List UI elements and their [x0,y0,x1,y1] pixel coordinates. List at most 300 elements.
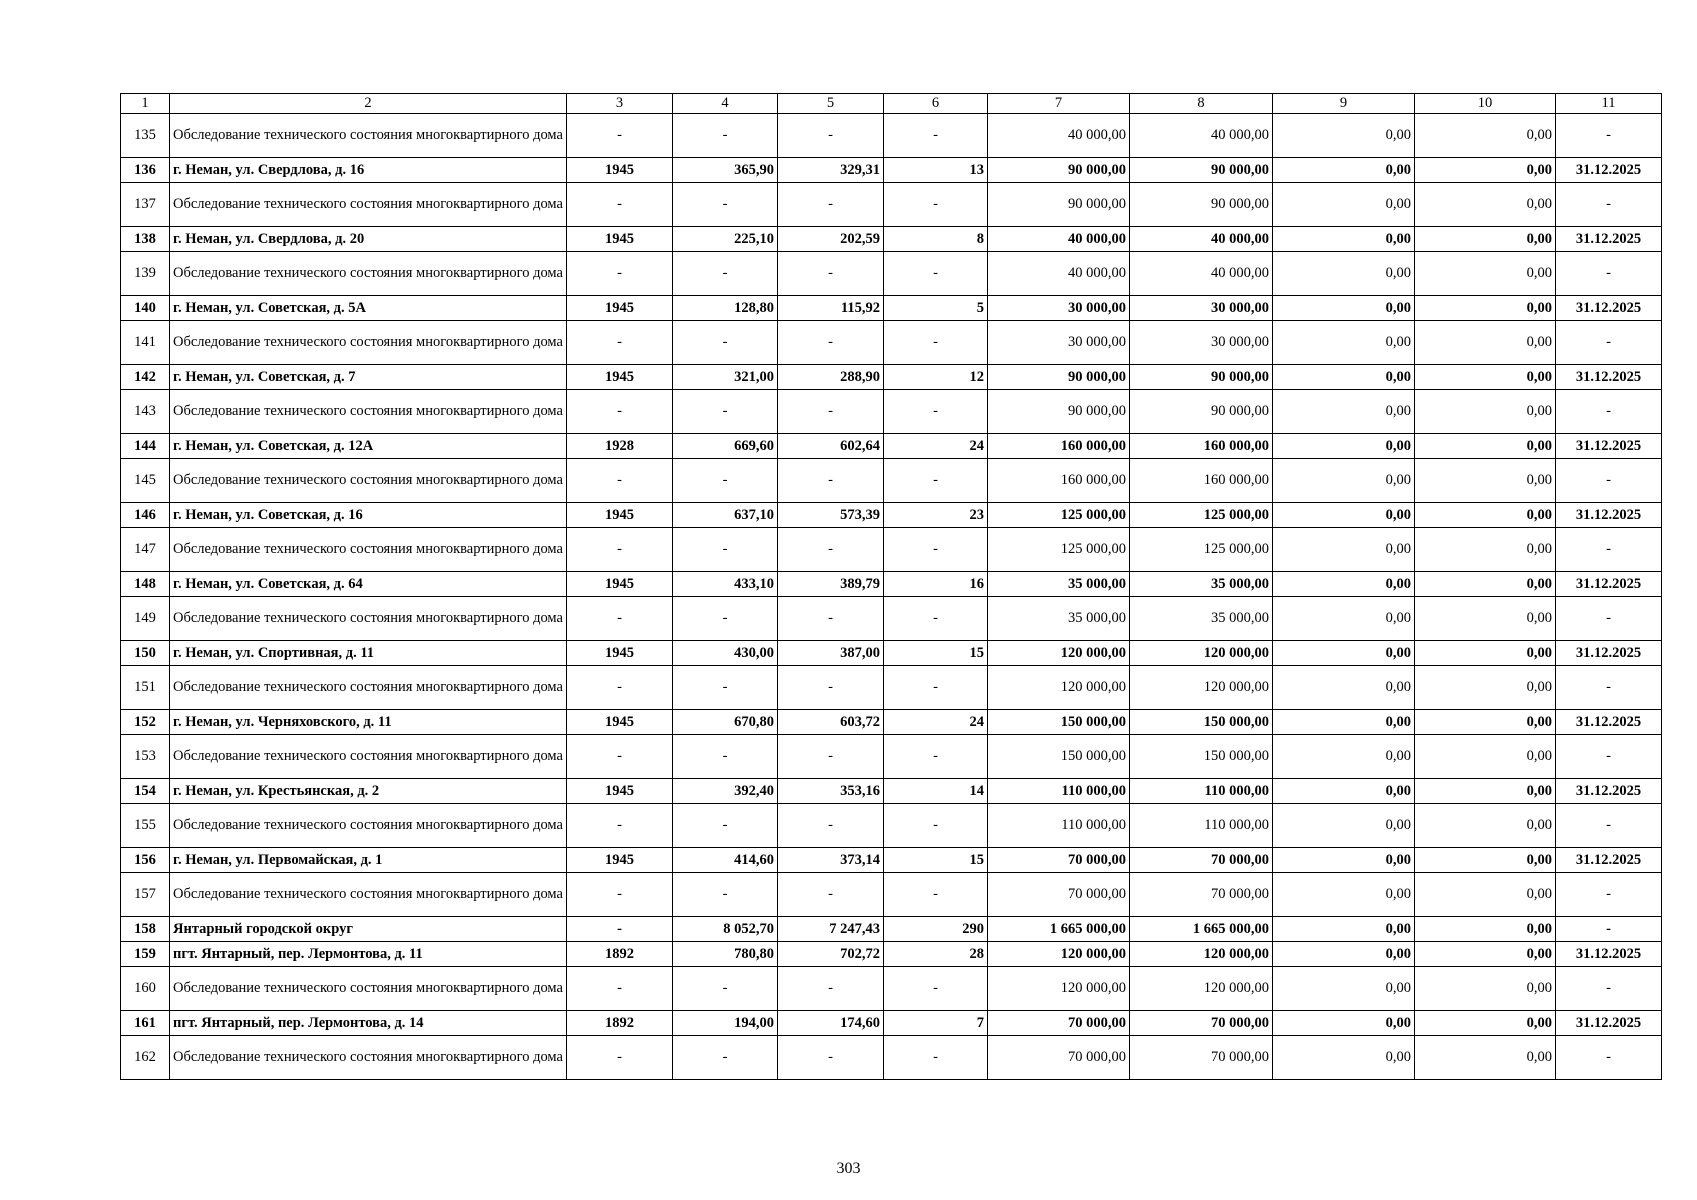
cell-area-living: 603,72 [778,710,884,735]
work-item-row [121,597,1662,641]
cell-cost-local: 0,00 [1273,296,1415,321]
cell-name: г. Неман, ул. Советская, д. 5А [170,296,567,321]
cell-cost-local: 0,00 [1273,735,1415,779]
cell-area-living: 353,16 [778,779,884,804]
cell-year: 1945 [567,365,673,390]
work-item-row [121,528,1662,572]
work-item-row [121,666,1662,710]
column-number-header: 5 [778,94,884,114]
cell-area-total: - [673,252,778,296]
cell-cost-other: 0,00 [1415,1011,1556,1036]
cell-area-total: - [673,873,778,917]
cell-row-number: 153 [121,735,170,779]
cell-cost-other: 0,00 [1415,1036,1556,1080]
address-row [121,158,1662,183]
column-number-header-row [121,94,1662,114]
cell-deadline: - [1556,873,1662,917]
cell-cost-regional: 125 000,00 [1130,528,1273,572]
cell-deadline: 31.12.2025 [1556,572,1662,597]
cell-cost-other: 0,00 [1415,158,1556,183]
cell-name: Обследование технического состояния многоквартирного дома [170,873,567,917]
cell-cost-regional: 125 000,00 [1130,503,1273,528]
cell-deadline: - [1556,528,1662,572]
cell-year: 1928 [567,434,673,459]
cell-area-total: - [673,459,778,503]
cell-row-number: 138 [121,227,170,252]
cell-row-number: 161 [121,1011,170,1036]
cell-deadline: 31.12.2025 [1556,848,1662,873]
cell-cost-other: 0,00 [1415,917,1556,942]
cell-name: Обследование технического состояния многоквартирного дома [170,1036,567,1080]
cell-row-number: 148 [121,572,170,597]
cell-residents: 14 [884,779,988,804]
cell-residents: 8 [884,227,988,252]
column-number-header: 4 [673,94,778,114]
address-row [121,503,1662,528]
cell-deadline: - [1556,804,1662,848]
cell-cost-other: 0,00 [1415,666,1556,710]
cell-area-total: 8 052,70 [673,917,778,942]
cell-area-total: - [673,597,778,641]
cell-name: Обследование технического состояния многоквартирного дома [170,459,567,503]
cell-area-total: - [673,528,778,572]
cell-deadline: - [1556,390,1662,434]
address-row [121,779,1662,804]
cell-area-living: 202,59 [778,227,884,252]
cell-cost-local: 0,00 [1273,1011,1415,1036]
cell-deadline: 31.12.2025 [1556,1011,1662,1036]
cell-cost-local: 0,00 [1273,114,1415,158]
cell-residents: - [884,1036,988,1080]
cell-row-number: 162 [121,1036,170,1080]
cell-row-number: 157 [121,873,170,917]
cell-row-number: 142 [121,365,170,390]
address-row [121,227,1662,252]
cell-cost-other: 0,00 [1415,779,1556,804]
cell-cost-local: 0,00 [1273,321,1415,365]
cell-residents: 24 [884,710,988,735]
cell-deadline: - [1556,597,1662,641]
cell-row-number: 158 [121,917,170,942]
cell-area-living: 373,14 [778,848,884,873]
cell-cost-total: 35 000,00 [988,597,1130,641]
cell-residents: - [884,114,988,158]
cell-residents: 16 [884,572,988,597]
cell-cost-other: 0,00 [1415,365,1556,390]
cell-name: г. Неман, ул. Свердлова, д. 16 [170,158,567,183]
cell-cost-regional: 40 000,00 [1130,227,1273,252]
cell-cost-total: 90 000,00 [988,365,1130,390]
cell-cost-local: 0,00 [1273,183,1415,227]
cell-area-total: 430,00 [673,641,778,666]
cell-name: Обследование технического состояния многоквартирного дома [170,183,567,227]
cell-name: пгт. Янтарный, пер. Лермонтова, д. 11 [170,942,567,967]
cell-cost-total: 110 000,00 [988,804,1130,848]
cell-deadline: 31.12.2025 [1556,365,1662,390]
cell-cost-total: 70 000,00 [988,873,1130,917]
cell-year: 1945 [567,779,673,804]
cell-year: - [567,804,673,848]
cell-cost-total: 30 000,00 [988,321,1130,365]
cell-residents: 15 [884,848,988,873]
cell-year: - [567,252,673,296]
cell-deadline: 31.12.2025 [1556,227,1662,252]
cell-row-number: 143 [121,390,170,434]
cell-area-total: - [673,804,778,848]
work-item-row [121,1036,1662,1080]
cell-name: г. Неман, ул. Спортивная, д. 11 [170,641,567,666]
cell-residents: 24 [884,434,988,459]
cell-deadline: - [1556,917,1662,942]
cell-area-total: 392,40 [673,779,778,804]
cell-cost-other: 0,00 [1415,390,1556,434]
cell-row-number: 139 [121,252,170,296]
cell-area-living: - [778,804,884,848]
cell-area-living: 329,31 [778,158,884,183]
cell-deadline: - [1556,459,1662,503]
cell-row-number: 147 [121,528,170,572]
cell-area-living: 387,00 [778,641,884,666]
cell-cost-other: 0,00 [1415,503,1556,528]
cell-area-total: - [673,1036,778,1080]
cell-name: Обследование технического состояния многоквартирного дома [170,735,567,779]
column-number-header: 6 [884,94,988,114]
cell-residents: - [884,528,988,572]
cell-name: Обследование технического состояния многоквартирного дома [170,528,567,572]
cell-cost-regional: 70 000,00 [1130,1036,1273,1080]
work-item-row [121,114,1662,158]
cell-cost-regional: 30 000,00 [1130,296,1273,321]
cell-cost-regional: 70 000,00 [1130,1011,1273,1036]
cell-name: Обследование технического состояния многоквартирного дома [170,390,567,434]
cell-cost-other: 0,00 [1415,848,1556,873]
cell-cost-total: 120 000,00 [988,942,1130,967]
cell-year: 1945 [567,296,673,321]
cell-name: Обследование технического состояния многоквартирного дома [170,114,567,158]
cell-year: - [567,390,673,434]
cell-area-living: - [778,873,884,917]
cell-cost-total: 150 000,00 [988,710,1130,735]
column-number-header: 9 [1273,94,1415,114]
cell-area-living: 115,92 [778,296,884,321]
cell-year: - [567,873,673,917]
cell-area-living: 389,79 [778,572,884,597]
cell-cost-regional: 30 000,00 [1130,321,1273,365]
page-number: 303 [836,1160,861,1177]
cell-year: 1945 [567,158,673,183]
cell-area-living: 288,90 [778,365,884,390]
cell-name: Обследование технического состояния многоквартирного дома [170,804,567,848]
address-row [121,296,1662,321]
cell-residents: - [884,735,988,779]
cell-cost-local: 0,00 [1273,967,1415,1011]
cell-row-number: 151 [121,666,170,710]
cell-name: Обследование технического состояния многоквартирного дома [170,321,567,365]
cell-cost-total: 120 000,00 [988,641,1130,666]
address-row [121,942,1662,967]
cell-deadline: - [1556,321,1662,365]
cell-year: - [567,666,673,710]
cell-year: - [567,917,673,942]
cell-cost-total: 70 000,00 [988,1036,1130,1080]
cell-row-number: 154 [121,779,170,804]
cell-cost-regional: 35 000,00 [1130,572,1273,597]
cell-cost-other: 0,00 [1415,459,1556,503]
cell-cost-regional: 40 000,00 [1130,114,1273,158]
cell-area-living: - [778,390,884,434]
cell-year: - [567,459,673,503]
cell-deadline: - [1556,666,1662,710]
cell-area-total: 433,10 [673,572,778,597]
cell-residents: - [884,321,988,365]
cell-cost-total: 150 000,00 [988,735,1130,779]
cell-residents: 5 [884,296,988,321]
work-item-row [121,390,1662,434]
cell-cost-regional: 90 000,00 [1130,390,1273,434]
cell-area-total: 414,60 [673,848,778,873]
cell-cost-regional: 150 000,00 [1130,735,1273,779]
address-row [121,641,1662,666]
cell-cost-total: 40 000,00 [988,252,1130,296]
column-number-header: 2 [170,94,567,114]
cell-residents: - [884,666,988,710]
column-number-header: 1 [121,94,170,114]
cell-cost-regional: 70 000,00 [1130,873,1273,917]
cell-cost-local: 0,00 [1273,158,1415,183]
cell-name: г. Неман, ул. Первомайская, д. 1 [170,848,567,873]
cell-area-total: - [673,321,778,365]
cell-cost-other: 0,00 [1415,710,1556,735]
cell-area-total: 670,80 [673,710,778,735]
cell-cost-total: 125 000,00 [988,528,1130,572]
cell-deadline: - [1556,114,1662,158]
cell-deadline: - [1556,183,1662,227]
cell-cost-regional: 90 000,00 [1130,158,1273,183]
cell-cost-local: 0,00 [1273,434,1415,459]
table-body [121,94,1662,1080]
cell-area-total: 194,00 [673,1011,778,1036]
cell-residents: - [884,390,988,434]
address-row [121,848,1662,873]
cell-deadline: - [1556,1036,1662,1080]
cell-year: 1892 [567,1011,673,1036]
data-table [120,93,1662,1080]
cell-cost-local: 0,00 [1273,848,1415,873]
cell-area-living: - [778,459,884,503]
cell-cost-local: 0,00 [1273,666,1415,710]
cell-row-number: 136 [121,158,170,183]
cell-residents: 290 [884,917,988,942]
cell-cost-regional: 120 000,00 [1130,641,1273,666]
cell-name: Обследование технического состояния многоквартирного дома [170,252,567,296]
cell-area-total: - [673,967,778,1011]
cell-row-number: 137 [121,183,170,227]
cell-row-number: 155 [121,804,170,848]
address-row [121,572,1662,597]
cell-cost-total: 120 000,00 [988,967,1130,1011]
cell-name: Янтарный городской округ [170,917,567,942]
cell-cost-total: 35 000,00 [988,572,1130,597]
cell-cost-regional: 1 665 000,00 [1130,917,1273,942]
cell-name: Обследование технического состояния многоквартирного дома [170,967,567,1011]
cell-area-total: 780,80 [673,942,778,967]
cell-cost-regional: 40 000,00 [1130,252,1273,296]
cell-area-total: 321,00 [673,365,778,390]
address-row [121,434,1662,459]
cell-residents: 7 [884,1011,988,1036]
cell-cost-regional: 70 000,00 [1130,848,1273,873]
cell-name: г. Неман, ул. Советская, д. 16 [170,503,567,528]
cell-cost-total: 1 665 000,00 [988,917,1130,942]
cell-cost-local: 0,00 [1273,365,1415,390]
column-number-header: 7 [988,94,1130,114]
work-item-row [121,873,1662,917]
cell-name: Обследование технического состояния многоквартирного дома [170,597,567,641]
cell-cost-total: 90 000,00 [988,183,1130,227]
work-item-row [121,967,1662,1011]
cell-cost-total: 120 000,00 [988,666,1130,710]
cell-area-total: - [673,666,778,710]
cell-cost-other: 0,00 [1415,804,1556,848]
cell-cost-total: 160 000,00 [988,459,1130,503]
cell-cost-other: 0,00 [1415,321,1556,365]
column-number-header: 8 [1130,94,1273,114]
cell-cost-other: 0,00 [1415,641,1556,666]
cell-deadline: - [1556,735,1662,779]
cell-deadline: - [1556,967,1662,1011]
cell-area-living: - [778,528,884,572]
cell-cost-other: 0,00 [1415,183,1556,227]
cell-row-number: 150 [121,641,170,666]
cell-area-total: - [673,390,778,434]
cell-area-total: - [673,183,778,227]
cell-cost-total: 40 000,00 [988,227,1130,252]
cell-area-living: - [778,321,884,365]
cell-cost-other: 0,00 [1415,873,1556,917]
cell-area-living: 174,60 [778,1011,884,1036]
cell-area-living: - [778,252,884,296]
column-number-header: 10 [1415,94,1556,114]
cell-area-living: - [778,735,884,779]
cell-cost-local: 0,00 [1273,873,1415,917]
cell-cost-regional: 120 000,00 [1130,942,1273,967]
cell-cost-total: 90 000,00 [988,390,1130,434]
cell-cost-local: 0,00 [1273,572,1415,597]
work-item-row [121,804,1662,848]
cell-year: - [567,597,673,641]
cell-cost-other: 0,00 [1415,252,1556,296]
cell-residents: - [884,597,988,641]
cell-cost-local: 0,00 [1273,917,1415,942]
cell-area-living: 702,72 [778,942,884,967]
cell-row-number: 160 [121,967,170,1011]
work-item-row [121,252,1662,296]
cell-cost-local: 0,00 [1273,227,1415,252]
cell-cost-regional: 150 000,00 [1130,710,1273,735]
cell-cost-regional: 120 000,00 [1130,967,1273,1011]
cell-row-number: 159 [121,942,170,967]
cell-cost-other: 0,00 [1415,735,1556,779]
cell-area-living: - [778,666,884,710]
cell-cost-regional: 35 000,00 [1130,597,1273,641]
cell-year: 1945 [567,710,673,735]
cell-row-number: 156 [121,848,170,873]
cell-cost-total: 40 000,00 [988,114,1130,158]
cell-cost-local: 0,00 [1273,779,1415,804]
cell-cost-local: 0,00 [1273,1036,1415,1080]
cell-cost-local: 0,00 [1273,459,1415,503]
cell-area-total: - [673,114,778,158]
cell-cost-regional: 110 000,00 [1130,804,1273,848]
cell-cost-total: 30 000,00 [988,296,1130,321]
cell-row-number: 149 [121,597,170,641]
cell-area-total: 637,10 [673,503,778,528]
cell-deadline: - [1556,252,1662,296]
cell-area-living: - [778,114,884,158]
cell-row-number: 144 [121,434,170,459]
cell-area-total: 225,10 [673,227,778,252]
cell-residents: 13 [884,158,988,183]
cell-year: - [567,183,673,227]
cell-year: 1945 [567,503,673,528]
cell-area-total: - [673,735,778,779]
cell-year: 1945 [567,227,673,252]
cell-residents: 28 [884,942,988,967]
work-item-row [121,183,1662,227]
cell-cost-local: 0,00 [1273,528,1415,572]
cell-deadline: 31.12.2025 [1556,710,1662,735]
cell-residents: - [884,967,988,1011]
cell-row-number: 152 [121,710,170,735]
cell-row-number: 141 [121,321,170,365]
cell-deadline: 31.12.2025 [1556,296,1662,321]
work-item-row [121,735,1662,779]
cell-cost-other: 0,00 [1415,967,1556,1011]
cell-deadline: 31.12.2025 [1556,434,1662,459]
cell-name: Обследование технического состояния многоквартирного дома [170,666,567,710]
cell-deadline: 31.12.2025 [1556,779,1662,804]
cell-area-total: 128,80 [673,296,778,321]
cell-area-living: - [778,183,884,227]
cell-cost-regional: 160 000,00 [1130,434,1273,459]
cell-year: 1945 [567,641,673,666]
cell-cost-local: 0,00 [1273,942,1415,967]
cell-area-living: - [778,597,884,641]
cell-residents: - [884,252,988,296]
cell-year: 1945 [567,572,673,597]
cell-area-living: 7 247,43 [778,917,884,942]
cell-cost-total: 110 000,00 [988,779,1130,804]
cell-name: г. Неман, ул. Крестьянская, д. 2 [170,779,567,804]
cell-deadline: 31.12.2025 [1556,158,1662,183]
cell-name: г. Неман, ул. Советская, д. 7 [170,365,567,390]
work-item-row [121,321,1662,365]
cell-residents: - [884,804,988,848]
cell-residents: - [884,873,988,917]
address-row [121,710,1662,735]
column-number-header: 11 [1556,94,1662,114]
cell-cost-local: 0,00 [1273,641,1415,666]
cell-name: г. Неман, ул. Советская, д. 64 [170,572,567,597]
cell-row-number: 135 [121,114,170,158]
address-row [121,1011,1662,1036]
cell-residents: - [884,459,988,503]
cell-area-living: 573,39 [778,503,884,528]
cell-area-living: 602,64 [778,434,884,459]
cell-residents: 23 [884,503,988,528]
cell-cost-regional: 160 000,00 [1130,459,1273,503]
cell-cost-other: 0,00 [1415,227,1556,252]
